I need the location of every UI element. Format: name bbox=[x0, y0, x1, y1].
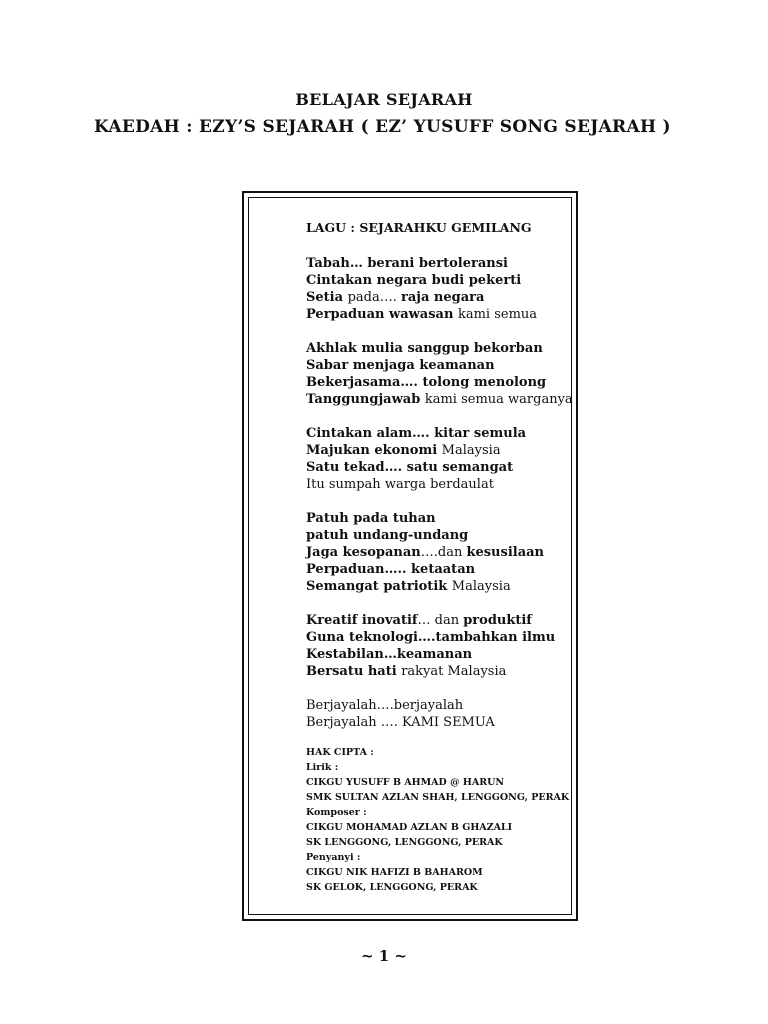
lyric-line bbox=[306, 272, 566, 289]
song-ending bbox=[306, 697, 566, 731]
lyric-segment-regular: … dan bbox=[417, 613, 464, 628]
lyric-segment-regular: Itu sumpah warga berdaulat bbox=[306, 477, 494, 492]
credits-singer-name: CIKGU NIK HAFIZI B BAHAROM bbox=[306, 867, 483, 878]
credits-label-singer: Penyanyi : bbox=[306, 852, 361, 863]
lyric-segment-bold: Tanggungjawab bbox=[306, 392, 425, 407]
lyric-line bbox=[306, 459, 566, 476]
lyric-line bbox=[306, 442, 566, 459]
lyric-line bbox=[306, 646, 566, 663]
lyric-line bbox=[306, 629, 566, 646]
credits-composer-school: SK LENGGONG, LENGGONG, PERAK bbox=[306, 837, 503, 848]
song-stanzas bbox=[306, 255, 573, 680]
ending-line: Berjayalah …. KAMI SEMUA bbox=[306, 715, 495, 730]
song-stanza bbox=[306, 340, 573, 408]
credits-label-composer: Komposer : bbox=[306, 807, 367, 818]
credits-lyricist-name: CIKGU YUSUFF B AHMAD @ HARUN bbox=[306, 777, 505, 788]
lyric-segment-bold: produktif bbox=[463, 613, 532, 628]
lyric-line bbox=[306, 476, 566, 493]
lyric-segment-regular: Malaysia bbox=[451, 579, 511, 594]
lyric-segment-bold: Tabah… berani bertoleransi bbox=[306, 256, 508, 271]
lyric-line bbox=[306, 357, 566, 374]
lyric-segment-bold: Cintakan alam…. kitar semula bbox=[306, 426, 527, 441]
lyric-line bbox=[306, 663, 566, 680]
lyric-segment-bold: Cintakan negara budi pekerti bbox=[306, 273, 522, 288]
lyric-line bbox=[306, 374, 566, 391]
lyric-segment-bold: Bersatu hati bbox=[306, 664, 402, 679]
lyric-segment-bold: Kreatif inovatif bbox=[306, 613, 418, 628]
ending-line: Berjayalah….berjayalah bbox=[306, 698, 464, 713]
lyric-line bbox=[306, 425, 566, 442]
lyric-segment-bold: Majukan ekonomi bbox=[306, 443, 442, 458]
lyric-segment-bold: Perpaduan wawasan bbox=[306, 307, 458, 322]
credits-label-lyrics: Lirik : bbox=[306, 762, 339, 773]
lyric-segment-regular: rakyat Malaysia bbox=[401, 664, 507, 679]
song-stanza bbox=[306, 612, 566, 680]
lyric-segment-regular: pada…. bbox=[347, 290, 401, 305]
song-title: LAGU : SEJARAHKU GEMILANG bbox=[306, 220, 532, 235]
lyric-line bbox=[306, 527, 566, 544]
lyric-segment-regular: ….dan bbox=[420, 545, 467, 560]
lyric-segment-bold: Akhlak mulia sanggup bekorban bbox=[306, 341, 543, 356]
lyric-line bbox=[306, 544, 566, 561]
credits-heading: HAK CIPTA : bbox=[306, 747, 374, 758]
document-title: BELAJAR SEJARAH bbox=[295, 90, 473, 109]
song-stanza bbox=[306, 425, 566, 493]
credits-composer-name: CIKGU MOHAMAD AZLAN B GHAZALI bbox=[306, 822, 513, 833]
document-subtitle: KAEDAH : EZY’S SEJARAH ( EZ’ YUSUFF SONG SEJARAH ) bbox=[94, 117, 671, 137]
lyric-segment-bold: Setia bbox=[306, 290, 348, 305]
lyric-segment-bold: Patuh pada tuhan bbox=[306, 511, 436, 526]
page-number: ~ 1 ~ bbox=[360, 947, 408, 965]
lyric-line bbox=[306, 340, 566, 357]
lyric-line bbox=[306, 612, 566, 629]
lyric-segment-regular: kami semua warganya bbox=[424, 392, 573, 407]
lyric-segment-bold: Satu tekad…. satu semangat bbox=[306, 460, 514, 475]
song-stanza bbox=[306, 255, 566, 323]
credits-lyricist-school: SMK SULTAN AZLAN SHAH, LENGGONG, PERAK bbox=[306, 792, 570, 803]
lyric-segment-regular: Malaysia bbox=[441, 443, 501, 458]
lyric-segment-bold: Guna teknologi….tambahkan ilmu bbox=[306, 630, 556, 645]
lyric-segment-bold: raja negara bbox=[400, 290, 485, 305]
lyric-segment-bold: Kestabilan…keamanan bbox=[306, 647, 473, 662]
song-stanza bbox=[306, 510, 566, 595]
lyric-segment-regular: kami semua bbox=[457, 307, 538, 322]
lyric-line bbox=[306, 578, 566, 595]
credits-block bbox=[306, 745, 570, 895]
lyric-segment-bold: Semangat patriotik bbox=[306, 579, 452, 594]
lyric-segment-bold: kesusilaan bbox=[466, 545, 544, 560]
lyric-segment-bold: Bekerjasama…. tolong menolong bbox=[306, 375, 547, 390]
credits-singer-school: SK GELOK, LENGGONG, PERAK bbox=[306, 882, 478, 893]
lyric-line bbox=[306, 561, 566, 578]
lyric-line bbox=[306, 510, 566, 527]
lyric-line bbox=[306, 255, 566, 272]
song-content bbox=[306, 220, 573, 895]
lyric-segment-bold: Perpaduan….. ketaatan bbox=[306, 562, 476, 577]
lyric-segment-bold: patuh undang-undang bbox=[306, 528, 469, 543]
lyric-segment-bold: Jaga kesopanan bbox=[306, 545, 421, 560]
lyric-segment-bold: Sabar menjaga keamanan bbox=[306, 358, 495, 373]
lyric-line bbox=[306, 289, 566, 306]
lyric-line bbox=[306, 306, 566, 323]
lyric-line bbox=[306, 391, 573, 408]
